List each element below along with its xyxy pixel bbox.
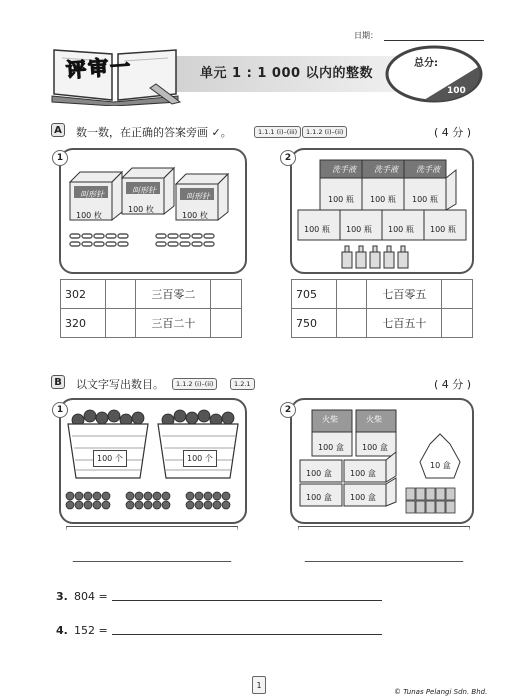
pack-label: 100 瓶 [388,225,414,234]
words-cell: 七百零五 [367,280,442,309]
pack-label: 100 瓶 [430,225,456,234]
section-b-marks: ( 4 分 ) [434,378,472,391]
table-row [61,280,242,309]
box-label: 100 盒 [306,493,332,502]
section-a-marks: ( 4 分 ) [434,126,472,139]
question-4-answer-line[interactable] [112,634,382,635]
pack-label: 100 枚 [182,211,208,220]
section-b-tag-2: 1.2.1 [230,378,255,390]
answer-box-b1[interactable] [66,526,238,562]
number-cell: 750 [292,309,337,338]
question-a1-number: 1 [52,150,68,166]
check-box[interactable] [211,309,242,338]
answer-table-a2 [291,279,473,338]
question-3-number: 3. [56,590,68,603]
box-label: 100 盒 [350,493,376,502]
box-label: 100 盒 [318,443,344,452]
copyright: © Tunas Pelangi Sdn. Bhd. [394,688,488,696]
date-label: 日期： [354,31,378,40]
date-field[interactable] [384,40,484,41]
pack-label: 100 瓶 [304,225,330,234]
assessment-badge-text: 评审一 [65,53,133,83]
number-cell: 705 [292,280,337,309]
check-box[interactable] [105,280,136,309]
section-b-tag-1: 1.1.2 (i)–(ii) [172,378,217,390]
table-row [292,309,473,338]
question-b2-number: 2 [280,402,296,418]
pack-label: 100 瓶 [346,225,372,234]
check-box[interactable] [442,309,473,338]
box-label: 叫形针 [186,192,210,201]
table-row [292,280,473,309]
box-label: 叫形针 [80,190,104,199]
box-label: 洗手液 [416,165,440,174]
check-box[interactable] [336,280,367,309]
pack-label: 100 瓶 [370,195,396,204]
section-a-tag-2: 1.1.2 (i)–(ii) [302,126,347,138]
basket-label: 100 个 [93,450,127,467]
number-cell: 320 [61,309,106,338]
bag-label: 10 盒 [430,461,451,470]
question-4-expression: 152 = [74,624,108,637]
table-row [61,309,242,338]
basket-label: 100 个 [183,450,217,467]
box-label: 洗手液 [374,165,398,174]
question-b1-number: 1 [52,402,68,418]
unit-title: 单元 1 : 1 000 以内的整数 [200,66,374,81]
answer-table-a1 [60,279,242,338]
pack-label: 100 瓶 [412,195,438,204]
box-label: 叫形针 [132,186,156,195]
number-cell: 302 [61,280,106,309]
pack-label: 100 枚 [128,205,154,214]
box-label: 洗手液 [332,165,356,174]
box-label: 100 盒 [306,469,332,478]
section-a-badge: A [51,123,65,137]
question-a2-number: 2 [280,150,296,166]
box-label: 100 盒 [362,443,388,452]
check-box[interactable] [105,309,136,338]
question-4-number: 4. [56,624,68,637]
matchbox-top-label: 火柴 [322,415,338,424]
matchbox-top-label: 火柴 [366,415,382,424]
words-cell: 三百零二 [136,280,211,309]
check-box[interactable] [442,280,473,309]
section-a-tag-1: 1.1.1 (i)–(iii) [254,126,301,138]
section-a-instruction: 数一数，在正确的答案旁画 ✓。 [76,126,232,139]
pack-label: 100 枚 [76,211,102,220]
check-box[interactable] [211,280,242,309]
words-cell: 三百二十 [136,309,211,338]
answer-box-b2[interactable] [298,526,470,562]
box-label: 100 盒 [350,469,376,478]
words-cell: 七百五十 [367,309,442,338]
pack-label: 100 瓶 [328,195,354,204]
section-b-instruction: 以文字写出数目。 [76,378,164,391]
page-number: 1 [252,676,266,694]
section-b-badge: B [51,375,65,389]
score-label: 总分: [414,58,438,69]
check-box[interactable] [336,309,367,338]
question-3-answer-line[interactable] [112,600,382,601]
question-3-expression: 804 = [74,590,108,603]
score-max: 100 [447,86,466,96]
